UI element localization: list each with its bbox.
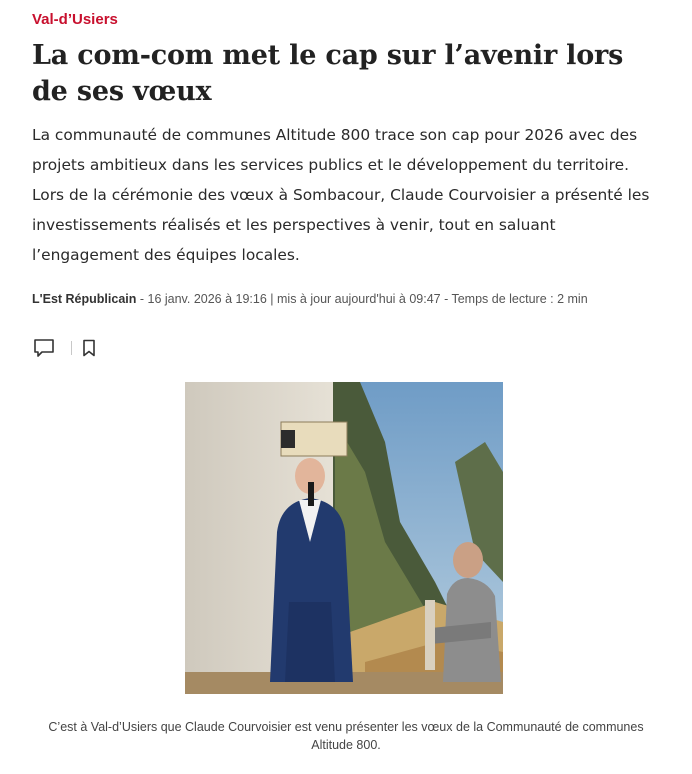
photo-caption: C’est à Val-d’Usiers que Claude Courvoisier est venu présenter les vœux de la Communauté de communes Altitude 800. (48, 720, 644, 752)
ceremony-photo-image (185, 382, 503, 694)
article-meta (32, 292, 672, 306)
article-actions (33, 337, 96, 359)
comment-icon (33, 338, 55, 358)
article-photo[interactable] (185, 382, 503, 694)
actions-divider (71, 341, 72, 355)
bookmark-button[interactable] (82, 339, 96, 357)
article-title: La com-com met le cap sur l’avenir lors de ses vœux (32, 40, 624, 107)
article-lead: La communauté de communes Altitude 800 trace son cap pour 2026 avec des projets ambitieux dans les services publics et le développement du territoire. Lors de la cérémonie des vœux à Sombacour, Claude Courvoisier a présenté les investissements réalisés et les perspectives à venir, tout en saluant l’engagement des équipes locales. (32, 126, 650, 264)
bookmark-icon (82, 339, 96, 357)
comment-button[interactable] (33, 338, 55, 358)
rubric-link[interactable]: Val-d’Usiers (32, 11, 118, 28)
source-name[interactable]: L'Est Républicain (32, 292, 137, 306)
publish-info: - 16 janv. 2026 à 19:16 | mis à jour aujourd'hui à 09:47 - Temps de lecture : 2 min (136, 292, 588, 306)
